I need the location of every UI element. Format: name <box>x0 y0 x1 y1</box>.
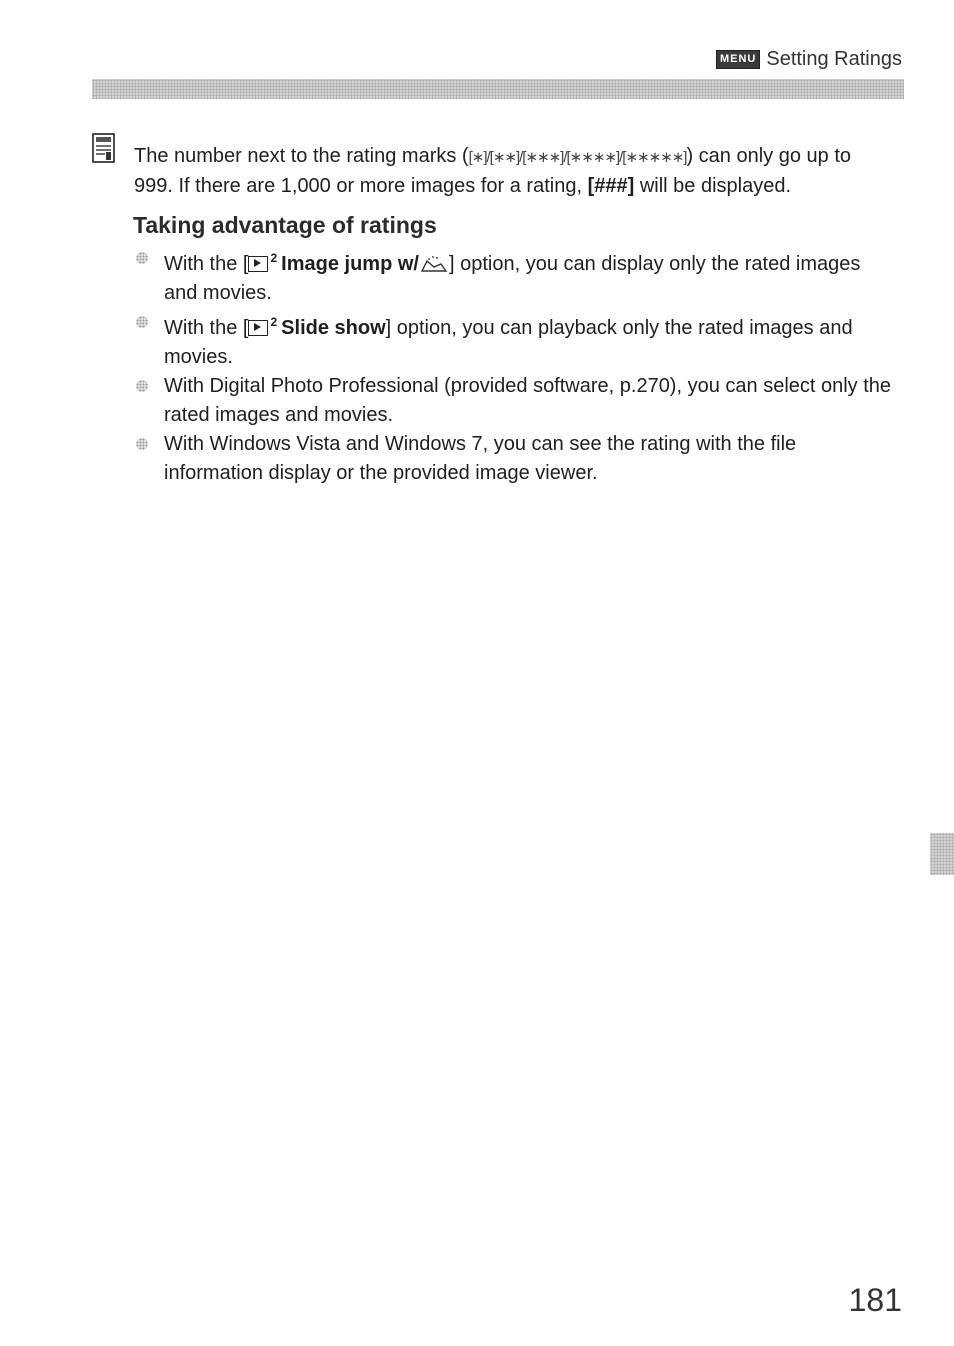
list-item <box>134 308 894 372</box>
chapter-tab-marker <box>930 833 954 875</box>
bullet-suffix: ] option, you can display only the rated images and movies. <box>164 253 861 304</box>
playback-menu-icon <box>248 256 268 272</box>
list-item <box>134 430 894 488</box>
note-text-3: will be displayed. <box>634 175 792 197</box>
bullet-icon <box>136 380 148 392</box>
note-text-1: The number next to the rating marks ( <box>134 145 469 167</box>
bullet-icon <box>136 316 148 328</box>
header-title: Setting Ratings <box>766 48 902 70</box>
bullet-icon <box>136 438 148 450</box>
note-text-2: ) can only go up to 999. If there are 1,000 or more images for a rating, <box>134 145 852 197</box>
tab-number: 2 <box>270 315 278 329</box>
bullet-text: With Windows Vista and Windows 7, you can see the rating with the file information display or the provided image viewer. <box>164 433 797 484</box>
menu-icon-badge: MENU <box>716 50 760 69</box>
running-header <box>716 48 902 71</box>
bullet-text: With Digital Photo Professional (provided software, p.270), you can select only the rated images and movies. <box>164 375 892 426</box>
bullet-prefix: With the [ <box>164 253 249 275</box>
note-paragraph <box>134 142 894 201</box>
memo-icon <box>92 133 115 163</box>
tab-number: 2 <box>270 251 278 265</box>
menu-option-name: Image jump w/ <box>281 253 419 275</box>
page-number: 181 <box>848 1282 902 1318</box>
rating-star-icon <box>419 255 449 273</box>
bullet-icon <box>136 252 148 264</box>
section-title: Taking advantage of ratings <box>133 212 437 238</box>
bullet-list <box>134 244 894 488</box>
rating-marks: [∗]/[∗∗]/[∗∗∗]/[∗∗∗∗]/[∗∗∗∗∗] <box>468 149 687 166</box>
header-dotted-band <box>92 79 904 99</box>
bullet-suffix: ] option, you can playback only the rated images and movies. <box>164 317 853 368</box>
bullet-prefix: With the [ <box>164 317 249 339</box>
hash-display: [###] <box>587 175 635 197</box>
list-item <box>134 244 894 308</box>
list-item <box>134 372 894 430</box>
playback-menu-icon <box>248 320 268 336</box>
menu-option-name: Slide show <box>281 317 386 339</box>
